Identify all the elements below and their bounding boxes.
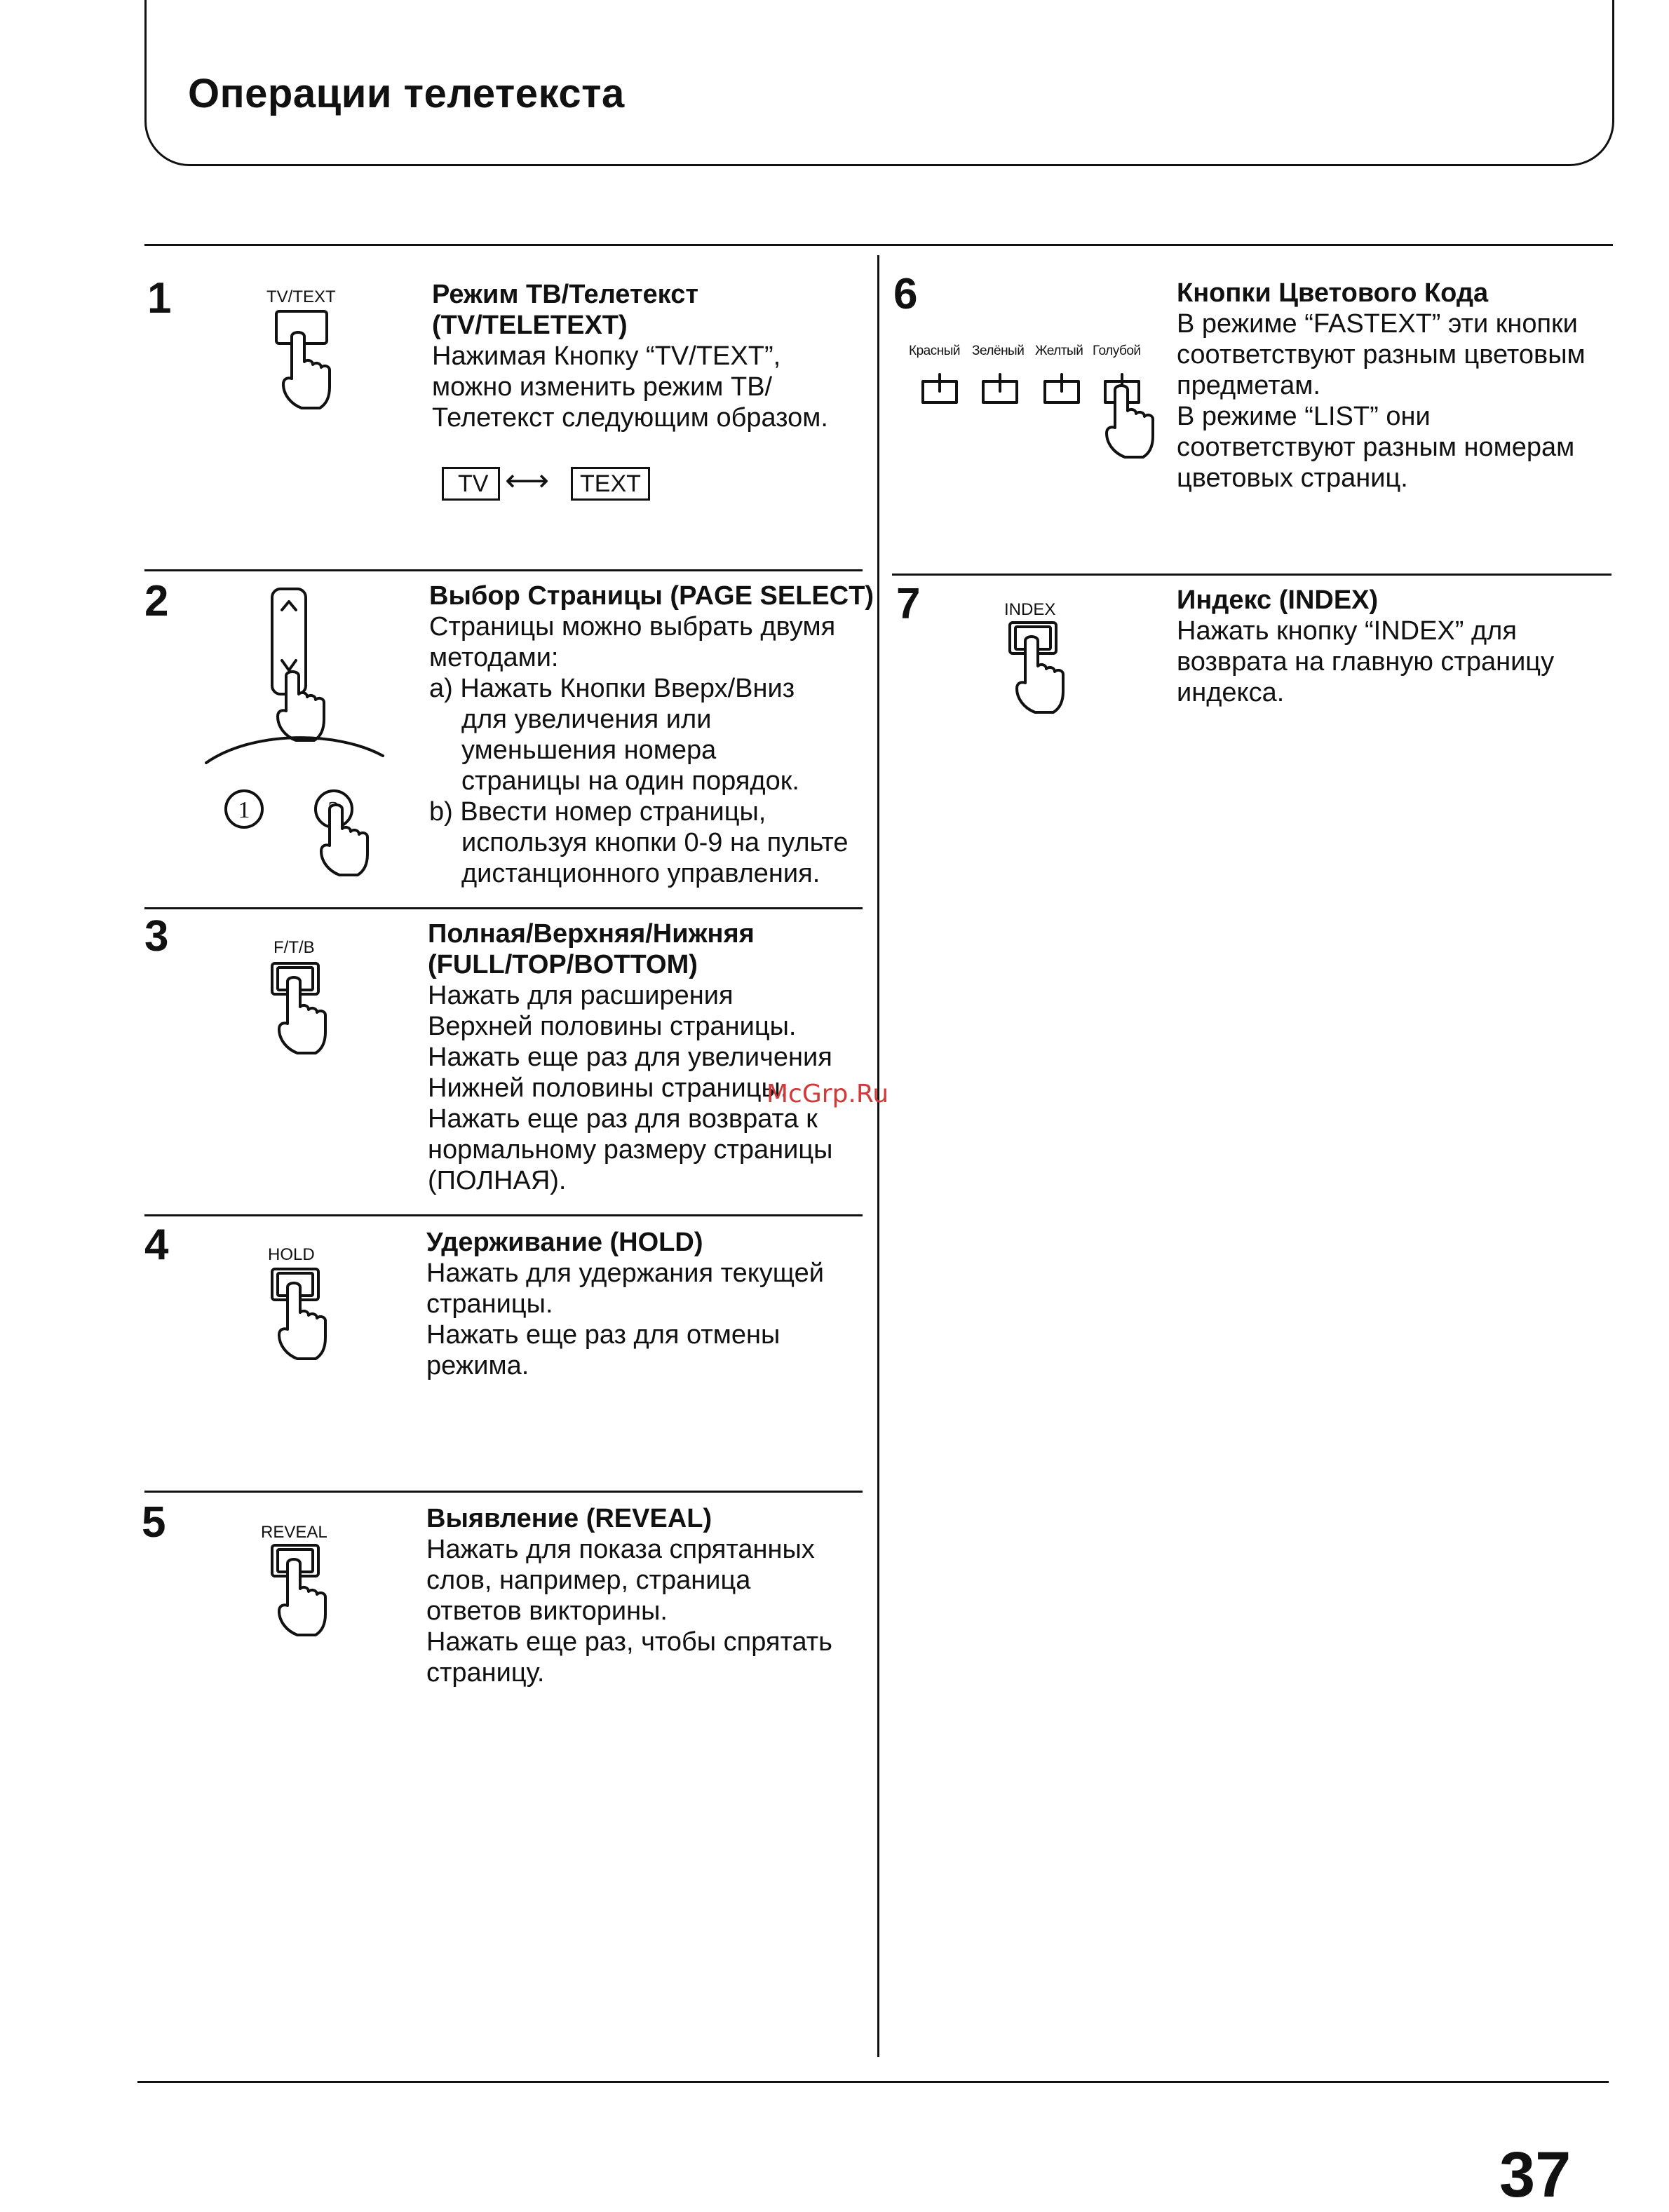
body-line: используя кнопки 0-9 на пульте — [461, 828, 849, 857]
body-line: ответов викторины. — [426, 1596, 668, 1626]
body-line: цветовых страниц. — [1177, 463, 1408, 493]
body-line: Нажать кнопку “INDEX” для — [1177, 616, 1517, 646]
section-7-text — [1177, 585, 1626, 708]
body-line: соответствуют разным номерам — [1177, 433, 1575, 462]
section-6-text — [1177, 278, 1626, 494]
color-buttons-icon — [919, 372, 1171, 463]
color-label-yellow: Желтый — [1035, 344, 1083, 358]
mode-arrow: ⟷ — [505, 463, 550, 498]
key-1-label: 1 — [238, 797, 250, 823]
section-number: 6 — [893, 270, 918, 318]
section-4-text — [426, 1227, 875, 1381]
body-line: дистанционного управления. — [461, 859, 820, 888]
section-number: 4 — [144, 1221, 169, 1269]
body-line: Нажать еще раз, чтобы спрятать — [426, 1627, 832, 1657]
section-number: 1 — [147, 274, 172, 323]
watermark: McGrp.Ru — [766, 1080, 889, 1108]
tv-text-button-icon — [266, 308, 344, 414]
divider-4-5 — [144, 1491, 863, 1493]
button-label: INDEX — [1004, 600, 1056, 619]
index-button-icon — [1006, 620, 1083, 718]
body-line: Нажимая Кнопку “TV/TEXT”, — [432, 341, 781, 371]
body-line: страницы на один порядок. — [461, 766, 799, 796]
body-line: В режиме “LIST” они — [1177, 402, 1431, 431]
body-line: предметам. — [1177, 371, 1320, 400]
body-line: уменьшения номера — [461, 735, 717, 765]
page-number: 37 — [1499, 2139, 1572, 2211]
mode-text-box: TEXT — [571, 467, 650, 501]
section-heading: Кнопки Цветового Кода — [1177, 278, 1489, 308]
body-line: Нажать для удержания текущей — [426, 1258, 824, 1288]
body-line: а) Нажать Кнопки Вверх/Вниз — [429, 674, 795, 703]
remote-arc-icon — [203, 729, 386, 771]
section-heading: Режим ТВ/Телетекст — [432, 280, 698, 309]
number-key-1-icon — [223, 788, 265, 830]
section-heading: Выявление (REVEAL) — [426, 1504, 712, 1533]
body-line: (ПОЛНАЯ). — [428, 1166, 567, 1195]
body-line: Нажать для показа спрятанных — [426, 1535, 815, 1564]
section-2-text — [429, 581, 878, 889]
body-line: Нижней половины страницы. — [428, 1073, 788, 1103]
color-label-blue: Голубой — [1093, 344, 1141, 358]
body-line: Нажать еще раз для отмены — [426, 1320, 781, 1350]
section-number: 7 — [896, 580, 921, 628]
section-heading: (FULL/TOP/BOTTOM) — [428, 950, 698, 979]
button-label: F/T/B — [273, 938, 315, 957]
body-line: методами: — [429, 643, 559, 672]
body-line: режима. — [426, 1351, 529, 1380]
body-line: Нажать еще раз для возврата к — [428, 1104, 818, 1134]
divider-1-2 — [144, 569, 863, 571]
body-line: слов, например, страница — [426, 1566, 751, 1595]
body-line: страницу. — [426, 1658, 545, 1688]
section-heading: Удерживание (HOLD) — [426, 1228, 703, 1257]
divider-2-3 — [144, 907, 863, 909]
body-line: для увеличения или — [461, 705, 712, 734]
divider-3-4 — [144, 1214, 863, 1216]
bottom-rule — [137, 2081, 1609, 2083]
top-rule — [144, 244, 1613, 246]
section-1-text — [432, 279, 881, 433]
section-3-text — [428, 918, 877, 1196]
button-label: TV/TEXT — [266, 287, 336, 306]
body-line: Верхней половины страницы. — [428, 1012, 797, 1041]
body-line: b) Ввести номер страницы, — [429, 797, 766, 827]
divider-6-7 — [892, 574, 1611, 576]
section-heading: (TV/TELETEXT) — [432, 311, 628, 340]
body-line: Нажать еще раз для увеличения — [428, 1043, 832, 1072]
full-top-bottom-button-icon — [268, 961, 345, 1059]
body-line: В режиме “FASTEXT” эти кнопки — [1177, 309, 1578, 339]
page-title: Операции телетекста — [188, 71, 625, 116]
button-label: REVEAL — [261, 1523, 327, 1542]
body-line: можно изменить режим ТВ/ — [432, 372, 773, 402]
body-line: соответствуют разным цветовым — [1177, 340, 1586, 369]
section-heading: Индекс (INDEX) — [1177, 585, 1379, 615]
color-label-red: Красный — [909, 344, 960, 358]
section-heading: Полная/Верхняя/Нижняя — [428, 919, 755, 949]
body-line: нормальному размеру страницы — [428, 1135, 833, 1165]
button-label: HOLD — [268, 1245, 315, 1264]
section-heading: Выбор Страницы (PAGE SELECT) — [429, 581, 874, 611]
mode-tv-box: TV — [442, 467, 500, 501]
body-line: возврата на главную страницу — [1177, 647, 1555, 677]
column-divider — [877, 255, 879, 2057]
page-select-rocker-icon — [266, 586, 344, 747]
body-line: Страницы можно выбрать двумя — [429, 612, 836, 642]
body-line: Телетекст следующим образом. — [432, 403, 828, 433]
reveal-button-icon — [268, 1542, 345, 1641]
section-number: 5 — [142, 1498, 166, 1547]
number-key-2-icon — [313, 788, 383, 893]
body-line: страницы. — [426, 1289, 553, 1319]
section-5-text — [426, 1503, 875, 1688]
section-number: 2 — [144, 577, 169, 625]
color-label-green: Зелёный — [972, 344, 1025, 358]
body-line: Нажать для расширения — [428, 981, 734, 1010]
section-number: 3 — [144, 912, 169, 961]
body-line: индекса. — [1177, 678, 1285, 707]
hold-button-icon — [268, 1266, 345, 1364]
